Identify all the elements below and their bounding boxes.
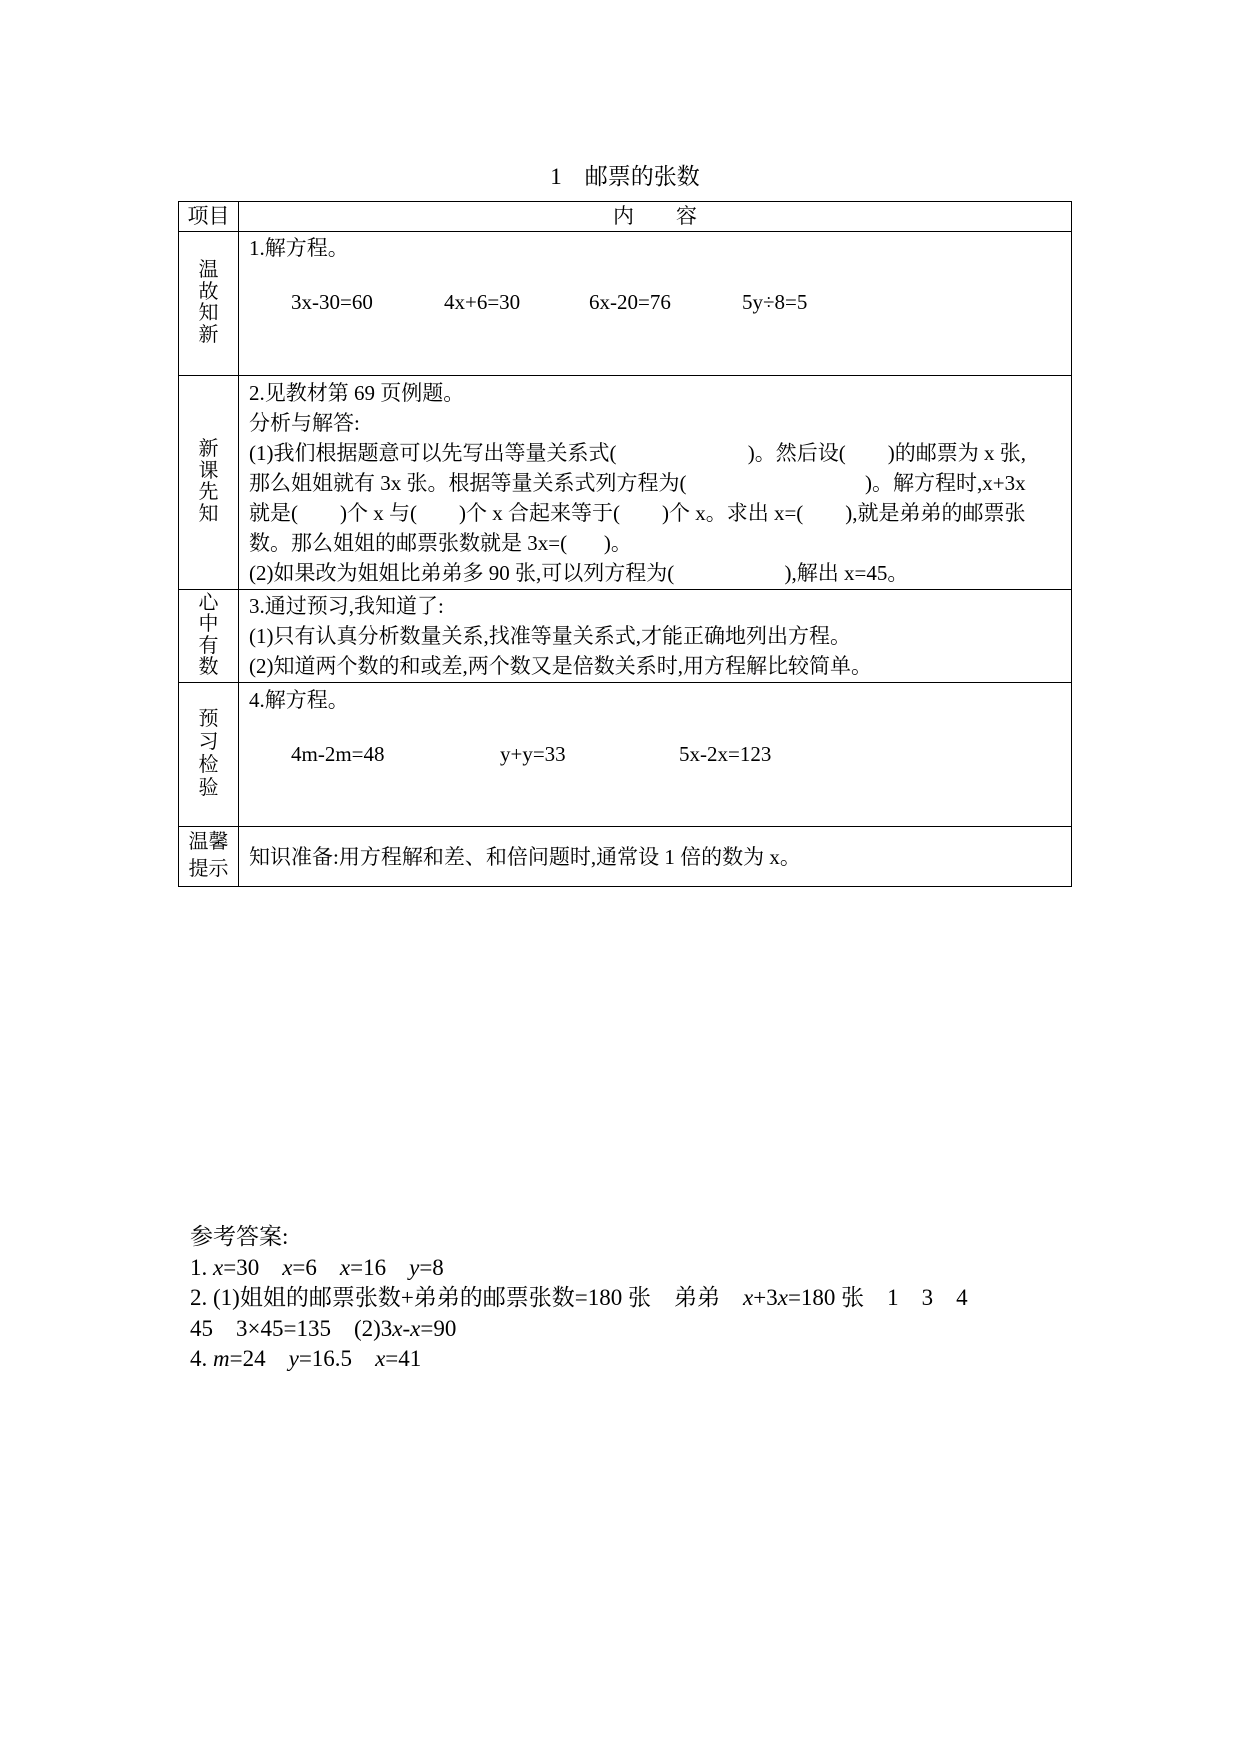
content-line: 就是( )个 x 与( )个 x 合起来等于( )个 x。求出 x=( ),就是弟弟的邮票张 — [249, 500, 1026, 525]
answer-text: 4. — [190, 1346, 213, 1371]
answer-variable: x — [743, 1285, 754, 1310]
tips-row — [179, 826, 1071, 886]
answer-text: =8 — [419, 1254, 444, 1280]
worksheet-title: 1 邮票的张数 — [550, 164, 700, 189]
content-line: 数。那么姐姐的邮票张数就是 3x=( )。 — [249, 530, 632, 555]
preview-check-row — [179, 682, 1071, 826]
answer-text: =30 — [223, 1254, 283, 1280]
content-line: 2.见教材第 69 页例题。 — [249, 380, 465, 405]
answer-text: 1. — [190, 1254, 213, 1280]
answer-variable: x — [777, 1285, 788, 1310]
content-line: (1)只有认真分析数量关系,找准等量关系式,才能正确地列出方程。 — [249, 623, 851, 648]
row-label: 新课先知 — [198, 438, 219, 525]
equation-line — [249, 714, 1061, 795]
answer-text: =180 张 1 3 4 — [787, 1285, 968, 1310]
task-line: 1.解方程。 — [249, 235, 349, 260]
answer-text: =24 — [229, 1346, 289, 1371]
row-content-cell — [239, 376, 1071, 589]
header-content-cell — [239, 202, 1071, 231]
equation: 5x-2x=123 — [679, 741, 772, 766]
row-label-cell — [179, 590, 239, 682]
equation: 4x+6=30 — [444, 289, 521, 314]
equation: 3x-30=60 — [291, 289, 373, 314]
answer-text: - — [402, 1315, 411, 1341]
new-lesson-row — [179, 375, 1071, 589]
review-row — [179, 231, 1071, 375]
row-label-cell — [179, 827, 239, 886]
content-line: 3.通过预习,我知道了: — [249, 593, 444, 618]
answer-text: 45 3×45=135 (2)3 — [190, 1315, 393, 1341]
equation: 4m-2m=48 — [291, 741, 385, 766]
row-content-cell — [239, 232, 1071, 375]
answer-text: 2. (1)姐姐的邮票张数+弟弟的邮票张数=180 张 弟弟 — [190, 1285, 744, 1310]
content-line: (2)知道两个数的和或差,两个数又是倍数关系时,用方程解比较简单。 — [249, 653, 872, 678]
answer-variable: x — [375, 1346, 386, 1371]
answer-variable: y — [288, 1346, 299, 1371]
answer-text: =16.5 — [298, 1346, 376, 1371]
answer-variable: x — [282, 1254, 293, 1280]
answer-line — [190, 1344, 968, 1375]
task-line: 4.解方程。 — [249, 687, 349, 712]
answer-variable: x — [339, 1254, 351, 1280]
answer-text: =16 — [350, 1254, 410, 1280]
row-label: 预习检验 — [198, 708, 219, 799]
worksheet-table — [178, 201, 1072, 887]
equation: 6x-20=76 — [589, 289, 671, 314]
header-item-cell — [179, 202, 239, 231]
equation-line — [249, 262, 1061, 343]
answer-text: +3 — [753, 1285, 778, 1310]
row-label-cell — [179, 232, 239, 375]
row-content-cell — [239, 683, 1071, 826]
row-label: 温馨提示 — [188, 831, 229, 880]
row-content-cell — [239, 827, 1071, 886]
content-line: 分析与解答: — [249, 410, 360, 435]
content-line: (1)我们根据题意可以先写出等量关系式( )。然后设( )的邮票为 x 张, — [249, 440, 1026, 465]
row-label: 心中有数 — [198, 591, 219, 678]
answer-key-heading: 参考答案: — [190, 1224, 289, 1249]
equation: 5y÷8=5 — [742, 289, 808, 314]
answer-line — [190, 1314, 968, 1345]
answer-variable: x — [410, 1315, 421, 1341]
row-label-cell — [179, 683, 239, 826]
answer-variable: x — [392, 1315, 403, 1341]
answer-key — [190, 1222, 968, 1375]
content-line: 那么姐姐就有 3x 张。根据等量关系式列方程为( )。解方程时,x+3x — [249, 470, 1026, 495]
answer-variable: x — [213, 1254, 224, 1280]
answer-line — [190, 1283, 968, 1314]
content-line: (2)如果改为姐姐比弟弟多 90 张,可以列方程为( ),解出 x=45。 — [249, 560, 909, 585]
content-line: 知识准备:用方程解和差、和倍问题时,通常设 1 倍的数为 x。 — [249, 845, 801, 869]
answer-variable: y — [409, 1254, 420, 1280]
row-content-cell — [239, 590, 1071, 682]
answer-variable: m — [213, 1346, 230, 1371]
row-label: 温故知新 — [198, 259, 219, 346]
header-item-label: 项目 — [187, 204, 230, 229]
answer-line — [190, 1253, 968, 1284]
row-label-cell — [179, 376, 239, 589]
answer-text: =41 — [385, 1346, 422, 1371]
answer-text: =90 — [420, 1315, 457, 1341]
key-points-row — [179, 589, 1071, 682]
equation: y+y=33 — [500, 741, 566, 766]
header-content-label: 内 容 — [613, 204, 697, 229]
table-header-row — [179, 202, 1071, 231]
answer-text: =6 — [292, 1254, 340, 1280]
